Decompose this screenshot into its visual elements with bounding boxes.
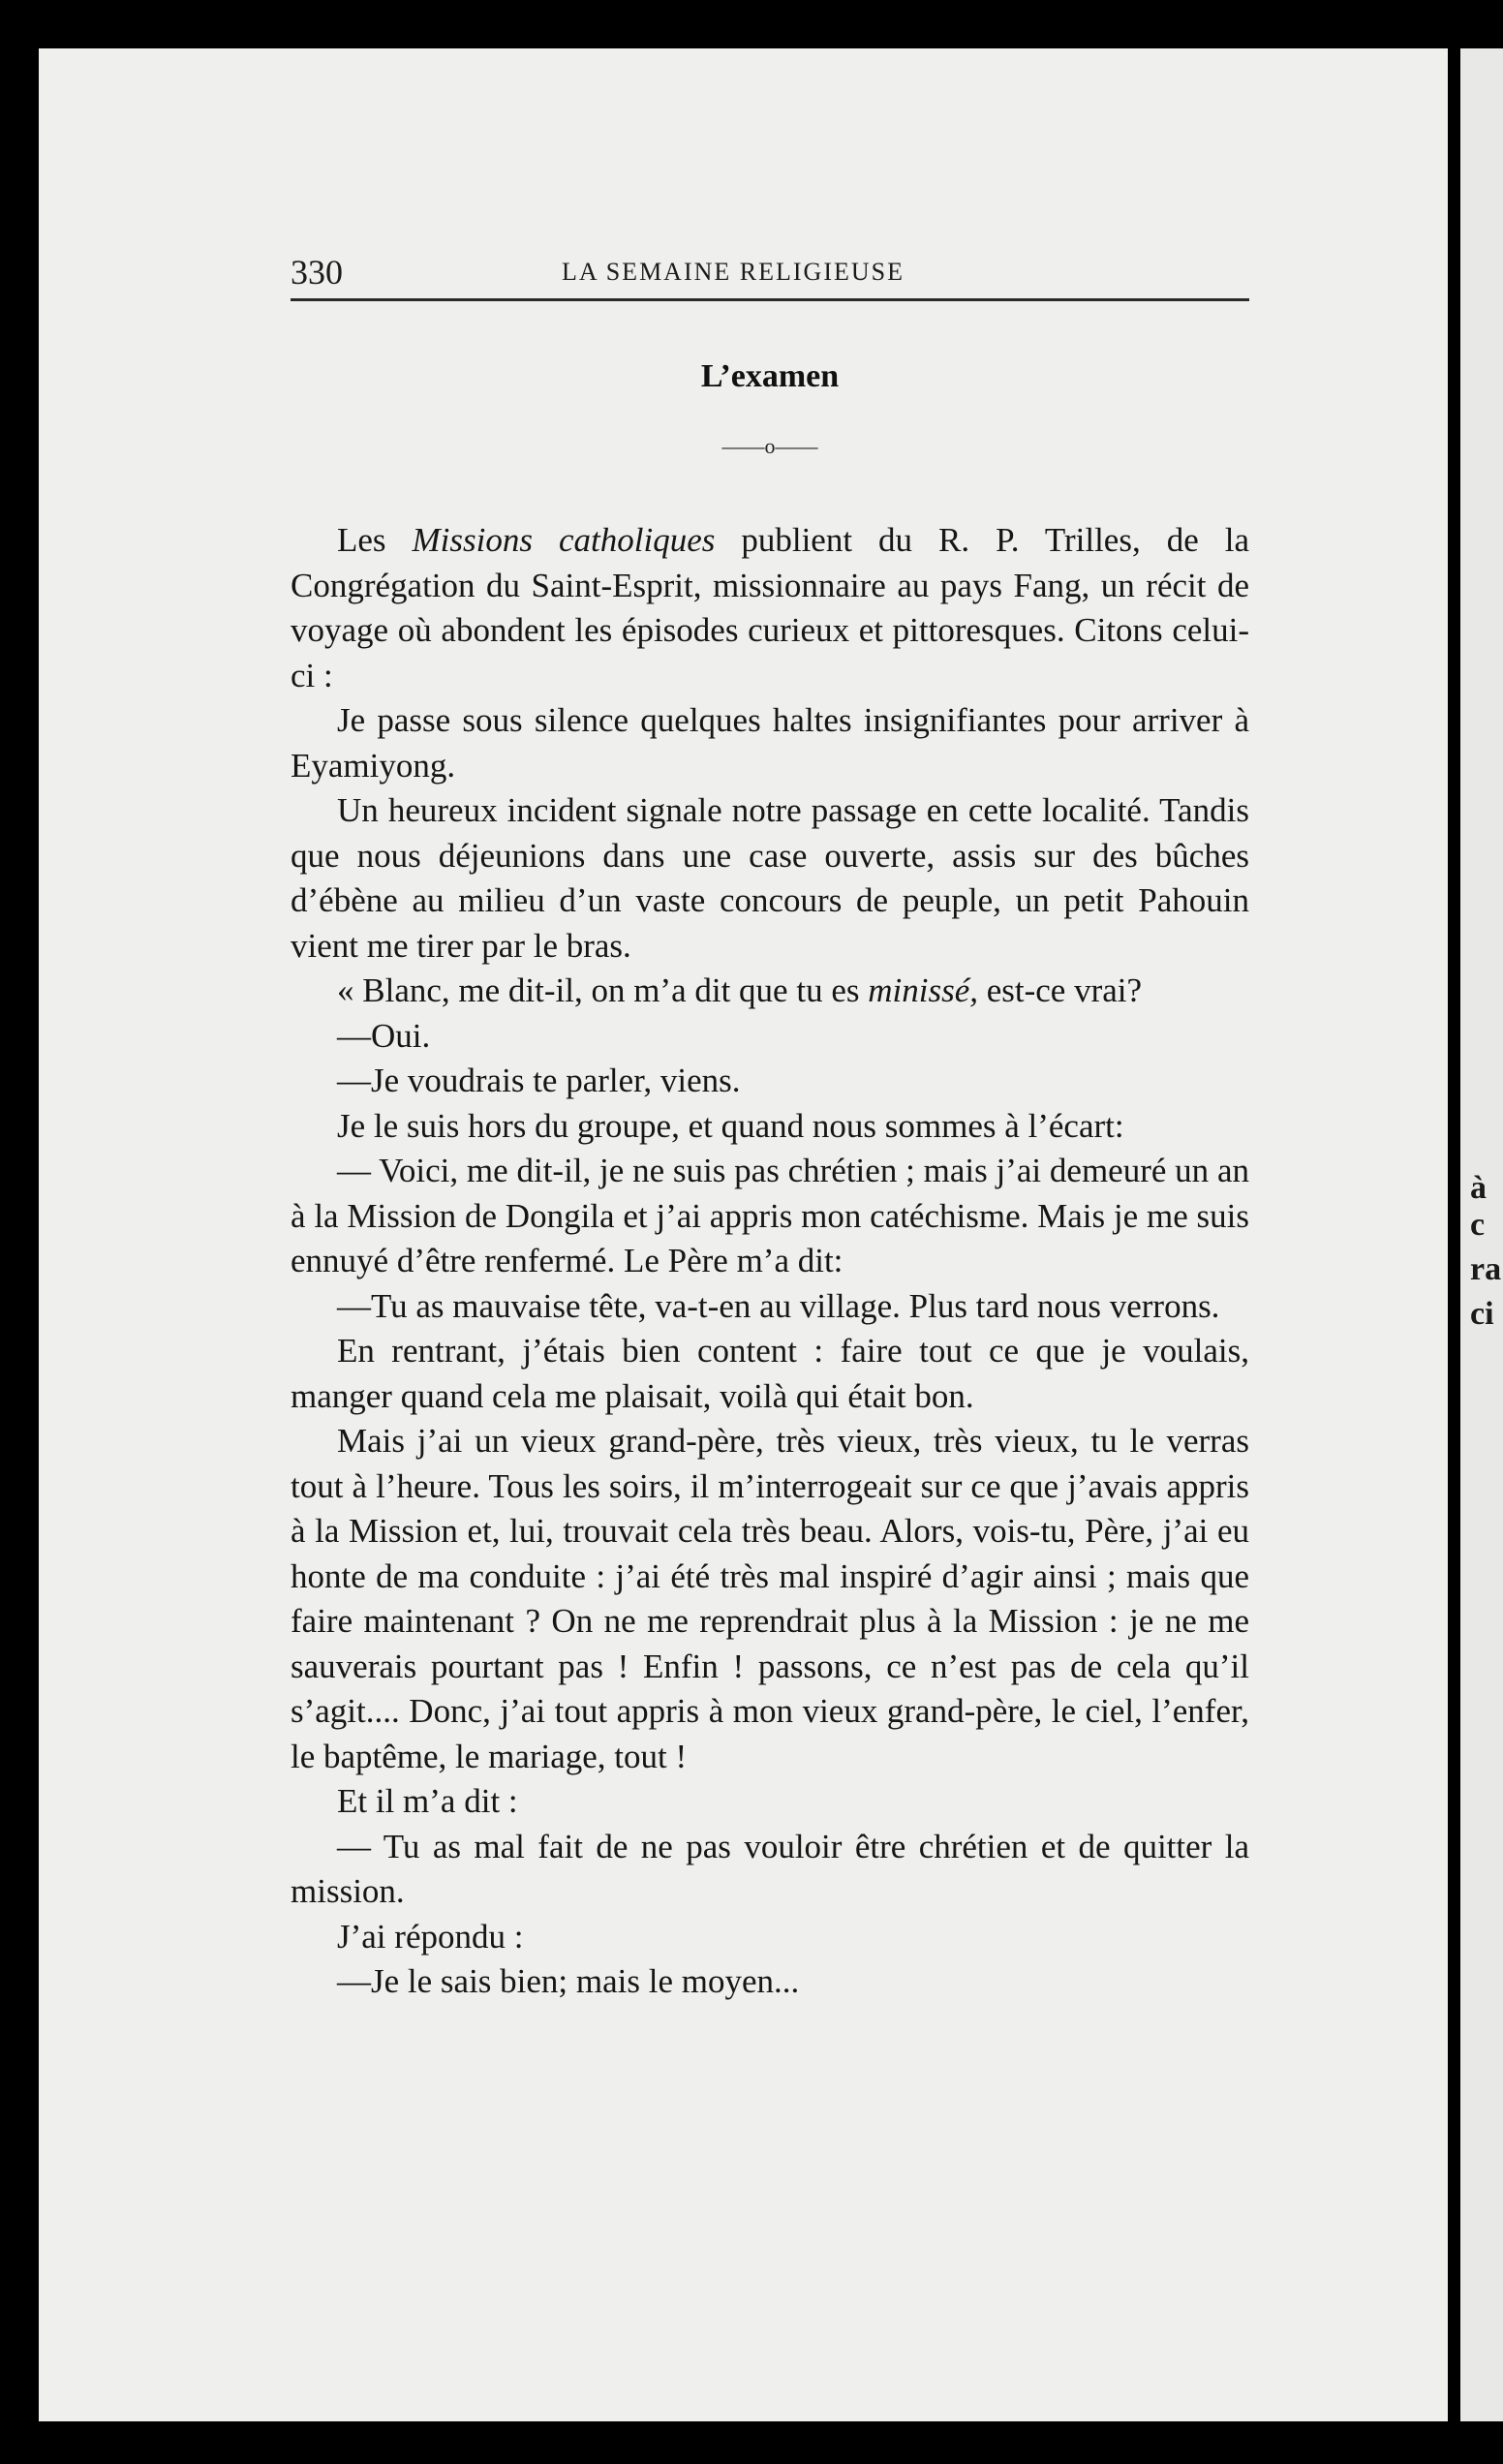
- adjacent-page-fragment: à: [1470, 1170, 1487, 1206]
- running-head: LA SEMAINE RELIGIEUSE: [562, 258, 905, 286]
- italic-word: minissé,: [868, 971, 978, 1009]
- dialogue-text: « Blanc, me dit-il, on m’a dit que tu es: [337, 971, 869, 1009]
- paragraph: —Je voudrais te parler, viens.: [337, 1062, 741, 1099]
- paragraph: — Voici, me dit-il, je ne suis pas chrétien ; mais j’ai demeuré un an à la Mission de Dongila et j’ai appris mon catéchisme. Mais je me suis ennuyé d’être renfermé. Le Père m’a dit:: [291, 1152, 1249, 1279]
- paragraph: —Oui.: [337, 1016, 431, 1055]
- page-number: 330: [291, 253, 343, 292]
- adjacent-page-edge: [1460, 48, 1503, 2421]
- paragraph-intro: [291, 518, 1249, 698]
- paragraph: —Je le sais bien; mais le moyen...: [337, 1962, 800, 2000]
- adjacent-page-fragment: c: [1470, 1207, 1486, 1243]
- paragraph: Je le suis hors du groupe, et quand nous sommes à l’écart:: [337, 1106, 1124, 1145]
- intro-text-end: publient du R. P. Trilles, de la Congrégation du Saint-Esprit, missionnaire au pays Fang, un récit de voyage où abondent les épisodes curieux et pittoresques. Citons celui-ci :: [291, 521, 1249, 694]
- dialogue-text: est-ce vrai?: [977, 971, 1143, 1009]
- title-ornament: ——o——: [721, 434, 818, 458]
- paragraph: —Tu as mauvaise tête, va-t-en au village. Plus tard nous verrons.: [337, 1286, 1220, 1325]
- paragraph: Mais j’ai un vieux grand-père, très vieux, très vieux, tu le verras tout à l’heure. Tous les soirs, il m’interrogeait sur ce que j’avais appris à la Mission et, lui, trouvait cela très beau. Alors, vois-tu, Père, j’ai eu honte de ma conduite : j’ai été très mal inspiré d’agir ainsi ; mais que faire maintenant ? On ne me reprendrait plus à la Mission : je ne me sauverais pourtant pas ! Enfin ! passons, ce n’est pas de cela qu’il s’agit.... Donc, j’ai tout appris à mon vieux grand-père, le ciel, l’enfer, le baptême, le mariage, tout !: [291, 1422, 1249, 1775]
- paragraph: En rentrant, j’étais bien content : faire tout ce que je voulais, manger quand cela me plaisait, voilà qui était bon.: [291, 1332, 1249, 1415]
- paragraph: Je passe sous silence quelques haltes insignifiantes pour arriver à Eyamiyong.: [291, 701, 1249, 785]
- paragraph: J’ai répondu :: [337, 1917, 524, 1956]
- intro-text-start: Les: [337, 521, 413, 559]
- paragraph: [291, 969, 1249, 1014]
- paragraph: Un heureux incident signale notre passage en cette localité. Tandis que nous déjeunions dans une case ouverte, assis sur des bûches d’ébène au milieu d’un vaste concours de peuple, un petit Pahouin vient me tirer par le bras.: [291, 791, 1249, 965]
- header-rule: [291, 298, 1249, 301]
- paragraph: — Tu as mal fait de ne pas vouloir être chrétien et de quitter la mission.: [291, 1827, 1249, 1910]
- paragraph: Et il m’a dit :: [337, 1782, 518, 1820]
- publication-title: Missions catholiques: [412, 521, 716, 559]
- article-title: L’examen: [700, 358, 840, 394]
- page-header: [291, 252, 1249, 291]
- adjacent-page-fragment: ci: [1470, 1296, 1494, 1332]
- adjacent-page-fragment: ra: [1470, 1251, 1502, 1287]
- article-body: [291, 518, 1249, 2005]
